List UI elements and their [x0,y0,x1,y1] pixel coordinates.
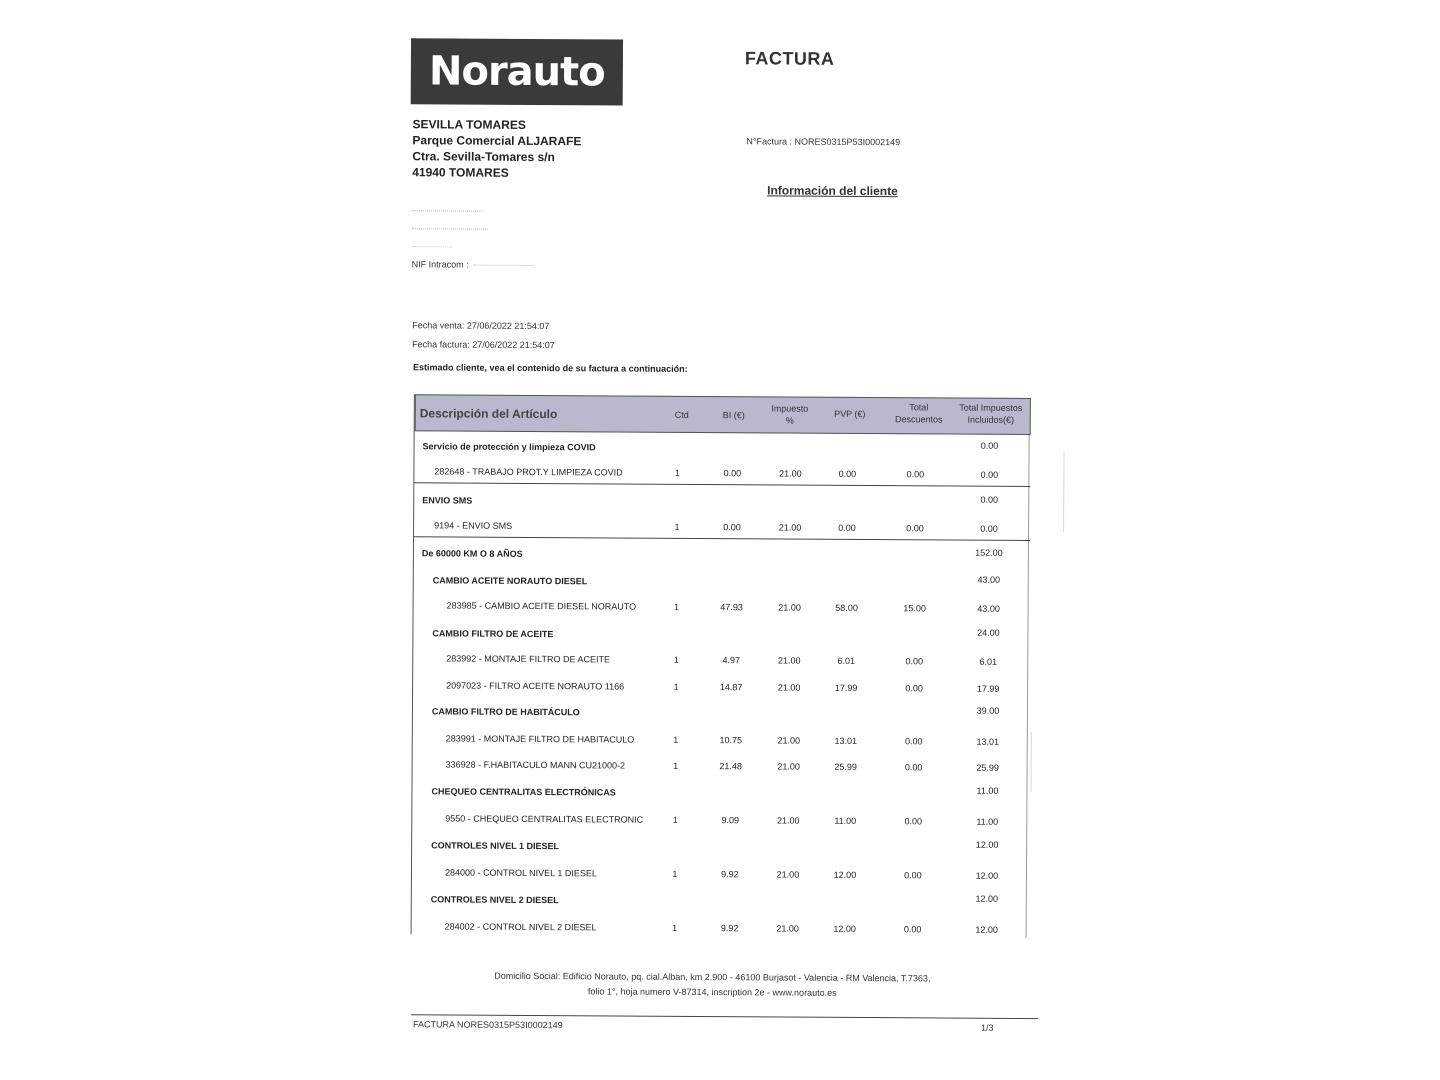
cell-tax: 21.00 [777,655,801,666]
intro-text: Estimado cliente, vea el contenido de su factura a continuación: [413,362,688,374]
cell-description: CONTROLES NIVEL 2 DIESEL [430,894,559,906]
cell-description: 284002 - CONTROL NIVEL 2 DIESEL [444,921,597,933]
cell-description: De 60000 KM O 8 AÑOS [421,548,523,559]
cell-pvp: 11.00 [834,815,857,826]
cell-disc: 0.00 [905,656,924,667]
cell-total: 24.00 [977,627,1000,638]
table-group-row [414,575,1030,595]
cell-tax: 21.00 [779,468,802,479]
cell-description: 283985 - CAMBIO ACEITE DIESEL NORAUTO [446,600,637,612]
table-group-row [413,706,1029,726]
table-group-row [414,548,1030,568]
footer-divider [411,1014,1038,1019]
cell-total: 12.00 [975,893,999,904]
cell-description: 284000 - CONTROL NIVEL 1 DIESEL [444,867,597,879]
cell-description: CAMBIO FILTRO DE HABITÁCULO [431,706,580,718]
cell-qty: 1 [672,868,678,879]
redacted-fax [412,220,488,229]
header-pvp: PVP (€) [834,408,866,420]
store-line: Ctra. Sevilla-Tomares s/n [412,149,555,165]
cell-pvp: 12.00 [833,923,856,934]
table-row [413,680,1029,700]
table-row [412,921,1028,941]
cell-total: 17.99 [976,683,1000,694]
header-discounts-line: Descuentos [894,414,943,425]
table-row [413,653,1029,673]
invoice-date: Fecha factura: 27/06/2022 21:54:07 [412,339,555,351]
scan-artifact [1063,452,1064,532]
cell-description: Servicio de protección y limpieza COVID [422,441,596,453]
cell-disc: 15.00 [903,603,926,614]
table-header [415,394,1031,435]
cell-bi: 9.92 [720,923,739,934]
address-line: Domicilio Social: Edificio Norauto, pq. cial.Alban, km 2.900 - 46100 Burjasot - Valencia - RM Valencia, T.7363, [494,970,931,984]
footer-invoice-ref: FACTURA NORES0315P53I0002149 [413,1019,563,1031]
cell-description: ENVIO SMS [422,495,473,506]
cell-pvp: 0.00 [838,468,857,479]
cell-bi: 9.09 [721,815,740,826]
table-row [412,867,1028,887]
cell-qty: 1 [674,467,680,478]
table-group-row [414,495,1030,515]
store-address [412,116,581,181]
table-group-row [412,786,1028,806]
invoice-number: N°Factura : NORES0315P53I0002149 [746,136,901,148]
cell-total: 0.00 [980,440,999,451]
table-group-row [412,840,1028,860]
cell-total: 6.01 [979,656,998,667]
cell-total: 25.99 [976,762,999,773]
cell-pvp: 17.99 [834,682,858,693]
cell-description: 9194 - ENVIO SMS [434,520,513,531]
table-group-row [415,441,1031,461]
cell-total: 39.00 [976,705,1000,716]
cell-tax: 21.00 [777,682,801,693]
document-title: FACTURA [744,48,835,69]
store-line: Parque Comercial ALJARAFE [412,133,582,149]
header-tax [762,402,818,426]
cell-description: 282648 - TRABAJO PROT.Y LIMPIEZA COVID [434,466,623,478]
cell-tax: 21.00 [776,815,800,826]
cell-description: CONTROLES NIVEL 1 DIESEL [431,840,560,852]
cell-description: CHEQUEO CENTRALITAS ELECTRÓNICAS [431,786,616,798]
cell-total: 13.01 [976,736,1000,747]
cell-total: 152.00 [975,547,1003,558]
cell-total: 11.00 [976,785,999,796]
cell-disc: 0.00 [904,870,922,881]
cell-description: 283991 - MONTAJE FILTRO DE HABITACULO [445,733,635,745]
store-line: 41940 TOMARES [412,165,509,180]
norauto-logo [411,38,623,105]
cell-total: 11.00 [976,816,999,827]
cell-bi: 14.87 [719,682,743,693]
registered-address [467,969,957,1002]
cell-description: 9550 - CHEQUEO CENTRALITAS ELECTRONIC [445,813,644,825]
cell-bi: 0.00 [723,468,742,479]
header-bi: BI (€) [722,410,745,421]
cell-qty: 1 [674,601,680,612]
cell-pvp: 0.00 [838,522,856,533]
cell-qty: 1 [674,521,680,532]
cell-disc: 0.00 [903,924,922,935]
items-table [411,394,1030,938]
invoice-dates [412,316,555,355]
cell-total: 0.00 [980,523,998,534]
redacted-phone [412,202,482,211]
table-group-row [412,894,1028,914]
cell-tax: 21.00 [777,735,801,746]
cell-bi: 47.93 [720,602,743,613]
cell-qty: 1 [672,814,678,825]
header-tax-line: Impuesto [771,403,809,414]
cell-bi: 9.92 [721,869,739,880]
cell-qty: 1 [673,681,679,692]
cell-qty: 1 [673,654,679,665]
table-group-row [413,628,1029,648]
scan-artifact [1030,732,1031,792]
cell-bi: 10.75 [719,735,743,746]
page-number: 1/3 [980,1022,994,1033]
redacted-email [412,238,452,247]
cell-bi: 0.00 [723,522,741,533]
table-row [414,600,1030,620]
header-discounts-line: Total [909,402,929,413]
cell-tax: 21.00 [776,923,799,934]
cell-disc: 0.00 [906,523,924,534]
cell-description: CAMBIO FILTRO DE ACEITE [432,628,554,640]
cell-pvp: 58.00 [835,602,858,613]
header-discounts [886,401,952,425]
cell-qty: 1 [672,922,678,933]
cell-total: 12.00 [975,924,998,935]
cell-pvp: 12.00 [833,869,857,880]
cell-bi: 4.97 [722,655,741,666]
store-line: SEVILLA TOMARES [412,117,526,132]
client-info-heading: Información del cliente [767,183,898,199]
logo-text: Norauto [428,48,605,96]
nif-label: NIF Intracom : [411,259,469,270]
cell-total: 43.00 [977,603,1000,614]
cell-tax: 21.00 [778,522,802,533]
address-line: folio 1°, hoja numero V-87314, inscription 2e - www.norauto.es [587,986,837,998]
redacted-nif-value [474,257,534,266]
cell-qty: 1 [673,734,679,745]
cell-description: CAMBIO ACEITE NORAUTO DIESEL [432,575,588,587]
header-total [952,402,1030,426]
cell-pvp: 6.01 [837,655,856,666]
header-description: Descripción del Artículo [419,406,558,422]
table-row [413,759,1029,779]
cell-total: 12.00 [975,870,999,881]
cell-tax: 21.00 [776,869,800,880]
table-row [412,813,1028,833]
cell-pvp: 25.99 [834,761,857,772]
cell-total: 0.00 [980,469,999,480]
header-total-line: Incluidos(€) [967,414,1015,425]
header-tax-line: % [785,415,794,426]
cell-disc: 0.00 [904,762,923,773]
cell-tax: 21.00 [777,761,800,772]
cell-pvp: 13.01 [834,735,858,746]
cell-total: 12.00 [975,839,999,850]
table-row [413,733,1029,753]
cell-description: 336928 - F.HABITACULO MANN CU21000-2 [445,759,626,771]
cell-tax: 21.00 [778,602,801,613]
cell-disc: 0.00 [904,736,923,747]
cell-total: 0.00 [980,494,999,505]
cell-total: 43.00 [977,574,1001,585]
cell-description: 283992 - MONTAJE FILTRO DE ACEITE [446,653,611,665]
cell-disc: 0.00 [906,469,925,480]
sale-date: Fecha venta: 27/06/2022 21:54:07 [412,320,550,332]
cell-disc: 0.00 [904,816,923,827]
header-total-line: Total Impuestos [959,402,1023,413]
cell-qty: 1 [673,760,679,771]
cell-bi: 21.48 [719,761,742,772]
cell-disc: 0.00 [905,683,923,694]
header-qty: Ctd [674,409,689,420]
cell-description: 2097023 - FILTRO ACEITE NORAUTO 1166 [446,680,625,692]
